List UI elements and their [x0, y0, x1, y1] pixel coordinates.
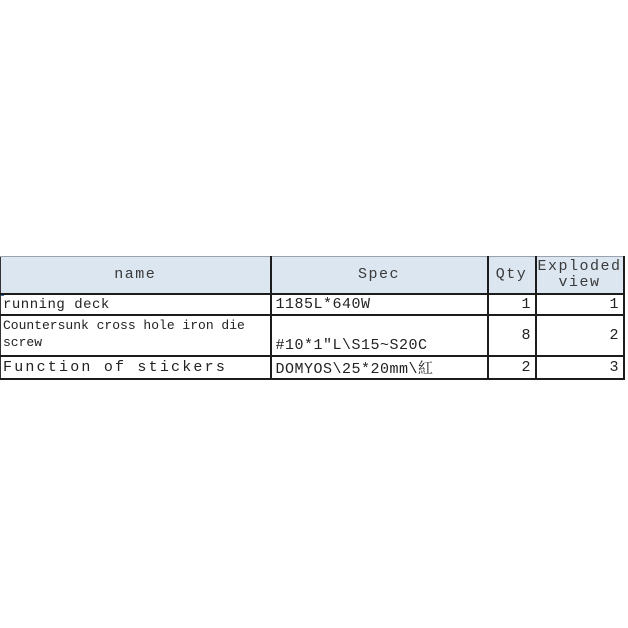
column-header-name[interactable] — [1, 257, 271, 295]
cell-exploded-row3[interactable] — [536, 356, 624, 379]
part-exploded-text: 3 — [609, 359, 619, 376]
parts-table — [0, 256, 625, 380]
cell-exploded-row1[interactable] — [536, 294, 624, 315]
part-qty-text: 8 — [521, 327, 531, 344]
cell-spec-row2[interactable] — [271, 315, 488, 356]
table-row — [1, 294, 624, 315]
cell-name-row1[interactable] — [1, 294, 271, 315]
cell-exploded-row2[interactable] — [536, 315, 624, 356]
column-header-spec-label: Spec — [357, 266, 400, 283]
table-row — [1, 356, 624, 379]
cell-spec-row3[interactable] — [271, 356, 488, 379]
column-header-spec[interactable] — [271, 257, 488, 295]
part-name-text: Countersunk cross hole iron die screw — [3, 318, 245, 350]
part-name-text: running deck — [3, 296, 110, 313]
column-header-exploded-line1: Exploded — [537, 258, 622, 275]
table-header-row — [1, 257, 624, 295]
cell-name-row2[interactable] — [1, 315, 271, 356]
column-header-exploded-line2: view — [558, 274, 601, 291]
part-name-text: Function of stickers — [3, 359, 228, 376]
column-header-exploded-view[interactable] — [536, 257, 624, 295]
part-exploded-text: 1 — [609, 296, 619, 313]
part-spec-text: 1185L*640W — [275, 296, 371, 313]
column-header-name-label: name — [114, 266, 157, 283]
part-qty-text: 2 — [521, 359, 531, 376]
cell-qty-row2[interactable] — [488, 315, 536, 356]
table-row — [1, 315, 624, 356]
column-header-qty-label: Qty — [495, 266, 528, 283]
part-spec-text: DOMYOS\25*20mm\紅 — [275, 361, 434, 378]
cell-qty-row1[interactable] — [488, 294, 536, 315]
part-qty-text: 1 — [521, 296, 531, 313]
part-spec-text: #10*1″L\S15~S20C — [275, 337, 428, 354]
column-header-qty[interactable] — [488, 257, 536, 295]
cell-spec-row1[interactable] — [271, 294, 488, 315]
cell-name-row3[interactable] — [1, 356, 271, 379]
cell-qty-row3[interactable] — [488, 356, 536, 379]
part-exploded-text: 2 — [609, 327, 619, 344]
